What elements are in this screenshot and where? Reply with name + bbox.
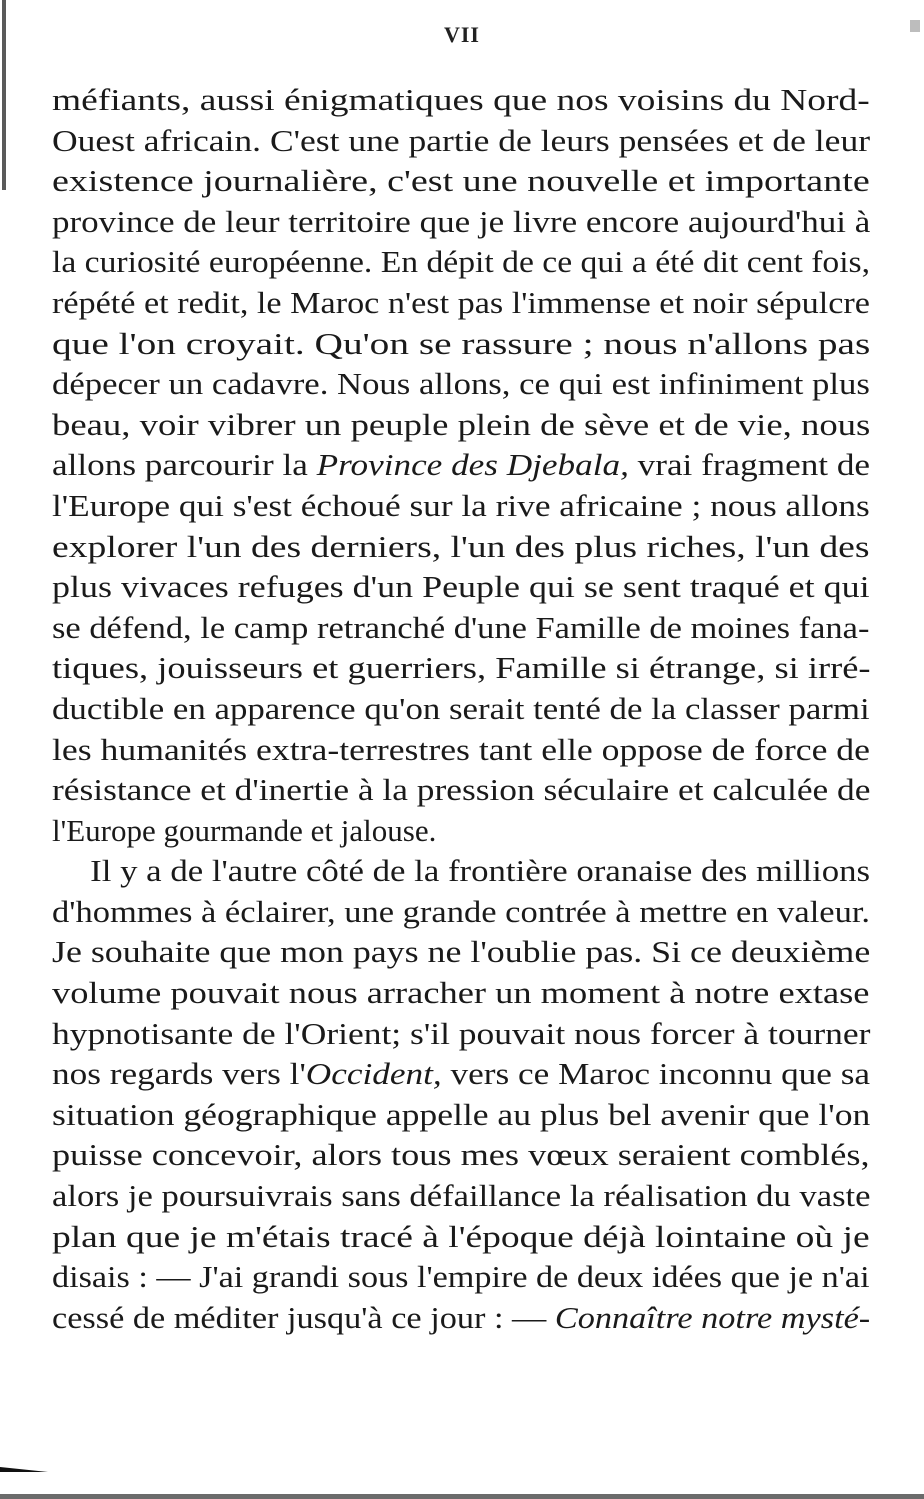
text-run: beau, voir vibrer un peuple plein de sève et de vie, nous (52, 406, 871, 442)
italic-text: Occident, (305, 1056, 442, 1092)
italic-text: Province des Djebala, (316, 447, 629, 483)
body-text (52, 80, 870, 1338)
text-run: d'hommes à éclairer, une grande contrée à mettre en valeur. (52, 893, 871, 929)
text-line (52, 1257, 870, 1298)
page-number: VII (443, 22, 480, 47)
text-run: disais : — J'ai grandi sous l'empire de deux idées que je n'ai (52, 1259, 870, 1295)
scan-bottom-edge (0, 1494, 924, 1499)
text-line (52, 405, 870, 446)
text-line (52, 324, 870, 365)
text-line (52, 1135, 870, 1176)
text-run: répété et redit, le Maroc n'est pas l'immense et noir sépulcre (52, 284, 870, 320)
text-run: méfiants, aussi énigmatiques que nos voisins du Nord- (52, 82, 870, 117)
text-run: se défend, le camp retranché d'une Famille de moines fana- (52, 609, 870, 645)
text-run: Je souhaite que mon pays ne l'oublie pas. Si ce deuxième (52, 934, 871, 970)
text-run: cessé de méditer jusqu'à ce jour : — (52, 1299, 555, 1335)
text-line (52, 851, 908, 892)
text-line (52, 811, 436, 852)
text-run: la curiosité européenne. En dépit de ce qui a été dit cent fois, (52, 244, 871, 280)
text-line (52, 242, 870, 283)
text-line (52, 567, 870, 608)
text-run: que l'on croyait. Qu'on se rassure ; nous n'allons pas (52, 325, 871, 361)
text-run: l'Europe qui s'est échoué sur la rive africaine ; nous allons (52, 487, 870, 523)
text-line (52, 445, 870, 486)
text-line (52, 202, 870, 243)
text-run: tiques, jouisseurs et guerriers, Famille si étrange, si irré- (52, 650, 871, 686)
text-line (52, 608, 870, 649)
text-run: plus vivaces refuges d'un Peuple qui se sent traqué et qui (52, 569, 870, 605)
text-run: explorer l'un des derniers, l'un des plus riches, l'un des (52, 528, 870, 564)
text-line (52, 121, 870, 162)
text-line (52, 1095, 870, 1136)
text-line (52, 770, 870, 811)
text-line (52, 80, 870, 121)
text-run: Ouest africain. C'est une partie de leurs pensées et de leur (52, 122, 871, 158)
text-line (52, 973, 870, 1014)
text-line (52, 1217, 870, 1258)
text-run: existence journalière, c'est une nouvelle et importante (52, 163, 870, 199)
text-line (52, 1014, 870, 1055)
text-line (52, 1298, 870, 1339)
text-run: allons parcourir la (52, 447, 317, 483)
text-line (52, 161, 870, 202)
text-run: Il y a de l'autre côté de la frontière oranaise des millions (90, 853, 871, 889)
text-line (52, 648, 870, 689)
text-run: vers ce Maroc inconnu que sa (441, 1056, 871, 1092)
text-line (52, 527, 870, 568)
text-run: résistance et d'inertie à la pression séculaire et calculée de (52, 772, 871, 808)
text-line (52, 892, 870, 933)
text-run: volume pouvait nous arracher un moment à notre extase (52, 975, 870, 1011)
text-run: nos regards vers l' (52, 1056, 306, 1092)
text-run: les humanités extra-terrestres tant elle oppose de force de (52, 731, 870, 767)
text-line (52, 730, 870, 771)
text-line (52, 932, 870, 973)
text-line (52, 486, 870, 527)
text-run: ductible en apparence qu'on serait tenté de la classer parmi (52, 690, 870, 726)
text-run: dépecer un cadavre. Nous allons, ce qui est infiniment plus (52, 366, 870, 402)
text-run: alors je poursuivrais sans défaillance la réalisation du vaste (52, 1178, 871, 1214)
text-line (52, 689, 870, 730)
scan-smudge (0, 1462, 48, 1472)
text-line (52, 1054, 870, 1095)
text-line (52, 364, 870, 405)
text-run: puisse concevoir, alors tous mes vœux seraient comblés, (52, 1137, 870, 1173)
text-run: l'Europe gourmande et jalouse. (52, 812, 437, 848)
text-run: province de leur territoire que je livre encore aujourd'hui à (52, 203, 871, 239)
text-line (52, 283, 870, 324)
text-run: hypnotisante de l'Orient; s'il pouvait nous forcer à tourner (52, 1015, 871, 1051)
text-run: plan que je m'étais tracé à l'époque déjà lointaine où je (52, 1218, 870, 1254)
text-line (52, 1176, 870, 1217)
italic-text: Connaître notre mysté- (554, 1299, 871, 1335)
text-run: situation géographique appelle au plus bel avenir que l'on (52, 1096, 871, 1132)
text-run: vrai fragment de (628, 447, 871, 483)
